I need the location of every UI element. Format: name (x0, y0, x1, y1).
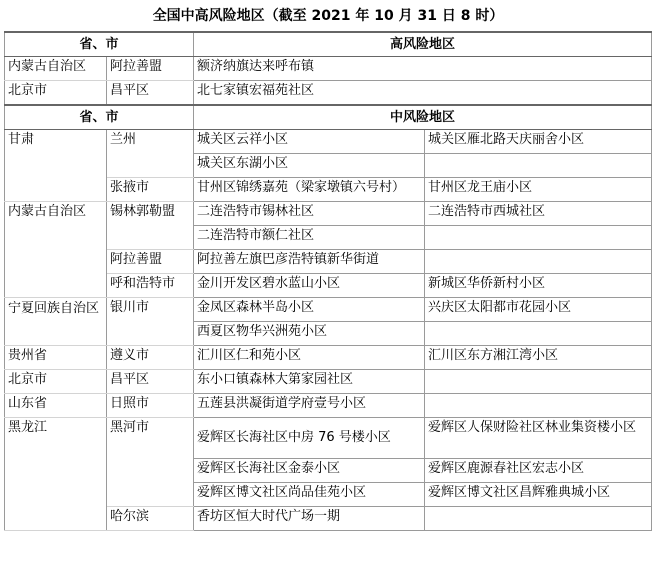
area-cell: 二连浩特市额仁社区 (194, 226, 425, 250)
area-cell: 香坊区恒大时代广场一期 (194, 507, 425, 531)
city-cell: 兰州 (107, 130, 194, 178)
province-cell: 内蒙古自治区 (5, 202, 107, 298)
table-row (5, 202, 652, 226)
city-cell: 阿拉善盟 (107, 57, 194, 81)
area-cell: 爱辉区博文社区尚品佳苑小区 (194, 483, 425, 507)
header-areas: 高风险地区 (194, 32, 652, 57)
city-cell: 哈尔滨 (107, 507, 194, 531)
area-cell (425, 507, 652, 531)
header-region: 省、市 (5, 105, 194, 130)
table-row (5, 370, 652, 394)
area-cell: 爱辉区长海社区金泰小区 (194, 459, 425, 483)
area-cell: 金凤区森林半岛小区 (194, 298, 425, 322)
area-cell: 东小口镇森林大第家园社区 (194, 370, 425, 394)
area-cell: 金川开发区碧水蓝山小区 (194, 274, 425, 298)
area-cell (425, 250, 652, 274)
header-areas: 中风险地区 (194, 105, 652, 130)
table-row (5, 346, 652, 370)
area-cell: 甘州区龙王庙小区 (425, 178, 652, 202)
city-cell: 锡林郭勒盟 (107, 202, 194, 250)
area-cell: 城关区雁北路天庆丽舍小区 (425, 130, 652, 154)
province-cell: 宁夏回族自治区 (5, 298, 107, 346)
province-cell: 山东省 (5, 394, 107, 418)
city-cell: 日照市 (107, 394, 194, 418)
table-row (5, 81, 652, 106)
area-cell: 新城区华侨新村小区 (425, 274, 652, 298)
city-cell: 昌平区 (107, 370, 194, 394)
table-row (5, 57, 652, 81)
high-risk-header (5, 32, 652, 57)
area-cell (425, 154, 652, 178)
city-cell: 张掖市 (107, 178, 194, 202)
area-cell: 阿拉善左旗巴彦浩特镇新华街道 (194, 250, 425, 274)
city-cell: 银川市 (107, 298, 194, 346)
area-cell (425, 394, 652, 418)
area-cell: 爱辉区鹿源春社区宏志小区 (425, 459, 652, 483)
area-cell (425, 226, 652, 250)
city-cell: 阿拉善盟 (107, 250, 194, 274)
header-region: 省、市 (5, 32, 194, 57)
area-cell: 爱辉区人保财险社区林业集资楼小区 (425, 418, 652, 459)
province-cell: 贵州省 (5, 346, 107, 370)
table-row (5, 298, 652, 322)
area-cell: 额济纳旗达来呼布镇 (194, 57, 652, 81)
province-cell: 北京市 (5, 370, 107, 394)
area-cell (425, 322, 652, 346)
area-cell: 西夏区物华兴洲苑小区 (194, 322, 425, 346)
city-cell: 黑河市 (107, 418, 194, 507)
area-cell: 城关区云祥小区 (194, 130, 425, 154)
area-cell: 汇川区东方湘江湾小区 (425, 346, 652, 370)
area-cell: 汇川区仁和苑小区 (194, 346, 425, 370)
table-row (5, 130, 652, 154)
area-cell: 爱辉区博文社区昌辉雅典城小区 (425, 483, 652, 507)
city-cell: 遵义市 (107, 346, 194, 370)
table-row (5, 418, 652, 459)
area-cell: 北七家镇宏福苑社区 (194, 81, 652, 106)
province-cell: 内蒙古自治区 (5, 57, 107, 81)
area-cell: 甘州区锦绣嘉苑（梁家墩镇六号村） (194, 178, 425, 202)
province-cell: 北京市 (5, 81, 107, 106)
city-cell: 呼和浩特市 (107, 274, 194, 298)
area-cell: 爱辉区长海社区中房 76 号楼小区 (194, 418, 425, 459)
table-row (5, 394, 652, 418)
area-cell: 五莲县洪凝街道学府壹号小区 (194, 394, 425, 418)
risk-area-table (4, 0, 652, 531)
province-cell: 黑龙江 (5, 418, 107, 531)
area-cell: 兴庆区太阳都市花园小区 (425, 298, 652, 322)
area-cell (425, 370, 652, 394)
area-cell: 二连浩特市西城社区 (425, 202, 652, 226)
area-cell: 城关区东湖小区 (194, 154, 425, 178)
area-cell: 二连浩特市锡林社区 (194, 202, 425, 226)
mid-risk-header (5, 105, 652, 130)
city-cell: 昌平区 (107, 81, 194, 106)
province-cell: 甘肃 (5, 130, 107, 202)
page-title: 全国中高风险地区（截至 2021 年 10 月 31 日 8 时） (152, 7, 504, 24)
